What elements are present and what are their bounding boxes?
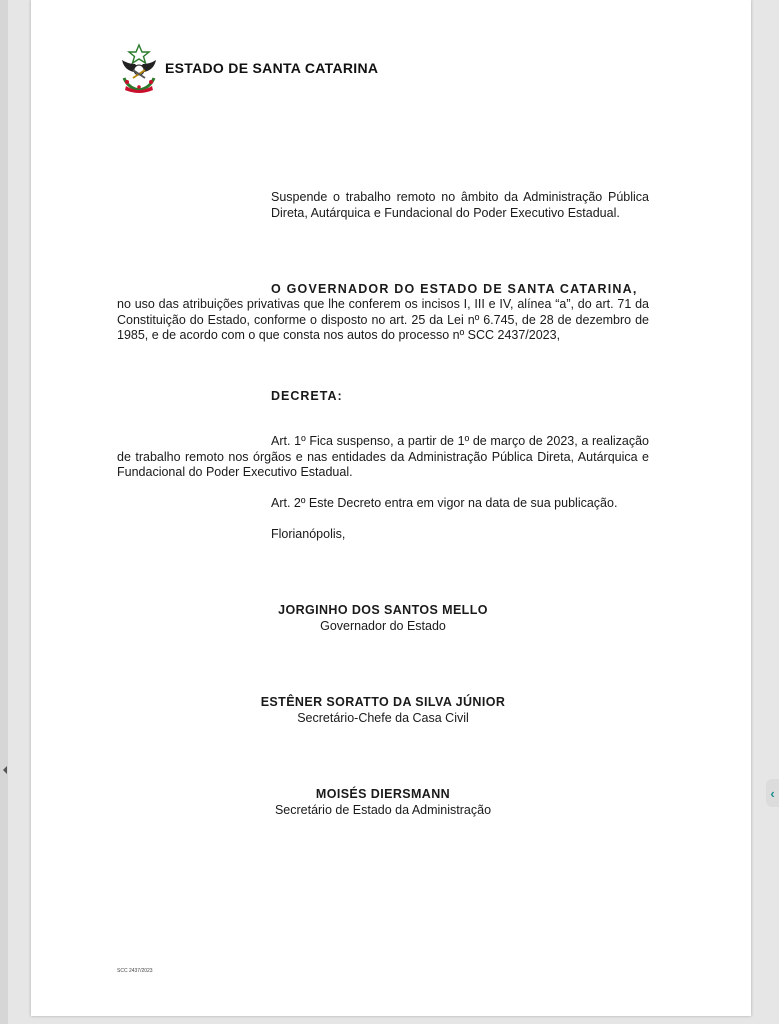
left-caret-icon[interactable] (3, 766, 7, 774)
signatory-title: Governador do Estado (320, 619, 446, 633)
article-2: Art. 2º Este Decreto entra em vigor na data de sua publicação. (271, 496, 618, 510)
document-header (118, 42, 378, 94)
decreta-heading: DECRETA: (271, 389, 343, 403)
preamble-body: no uso das atribuições privativas que lhe conferem os incisos I, III e IV, alínea “a”, do art. 71 da Constituição do Estado, conforme o disposto no art. 25 da Lei nº 6.745, de 28 de dezembro de 1985, e de acordo com o que consta nos autos do processo nº SCC 2437/2023, (117, 297, 649, 342)
document-page (31, 0, 751, 1016)
signatory-name: JORGINHO DOS SANTOS MELLO (278, 603, 488, 617)
chevron-left-icon: ‹ (770, 785, 775, 801)
state-name-heading: ESTADO DE SANTA CATARINA (165, 60, 379, 76)
signatory-title: Secretário-Chefe da Casa Civil (297, 711, 469, 725)
viewer-left-edge (0, 0, 8, 1024)
footer-process-code: SCC 2437/2023 (117, 968, 153, 974)
decree-summary: Suspende o trabalho remoto no âmbito da Administração Pública Direta, Autárquica e Fundacional do Poder Executivo Estadual. (271, 190, 649, 220)
preamble-title: O GOVERNADOR DO ESTADO DE SANTA CATARINA, (271, 282, 638, 296)
place-line: Florianópolis, (271, 527, 346, 541)
signatory-name: ESTÊNER SORATTO DA SILVA JÚNIOR (260, 695, 506, 709)
signature-block (117, 694, 649, 726)
signatory-title: Secretário de Estado da Administração (274, 803, 492, 817)
article-1 (117, 434, 649, 481)
signatory-name: MOISÉS DIERSMANN (315, 787, 451, 801)
signature-block (117, 602, 649, 634)
coat-of-arms-icon (118, 42, 160, 94)
article-1-text: Art. 1º Fica suspenso, a partir de 1º de março de 2023, a realização de trabalho remoto nos órgãos e nas entidades da Administração Pública Direta, Autárquica e Fundacional do Poder Executivo Estadual. (117, 434, 649, 479)
side-panel-toggle-button[interactable] (766, 779, 779, 807)
signature-block (117, 786, 649, 818)
